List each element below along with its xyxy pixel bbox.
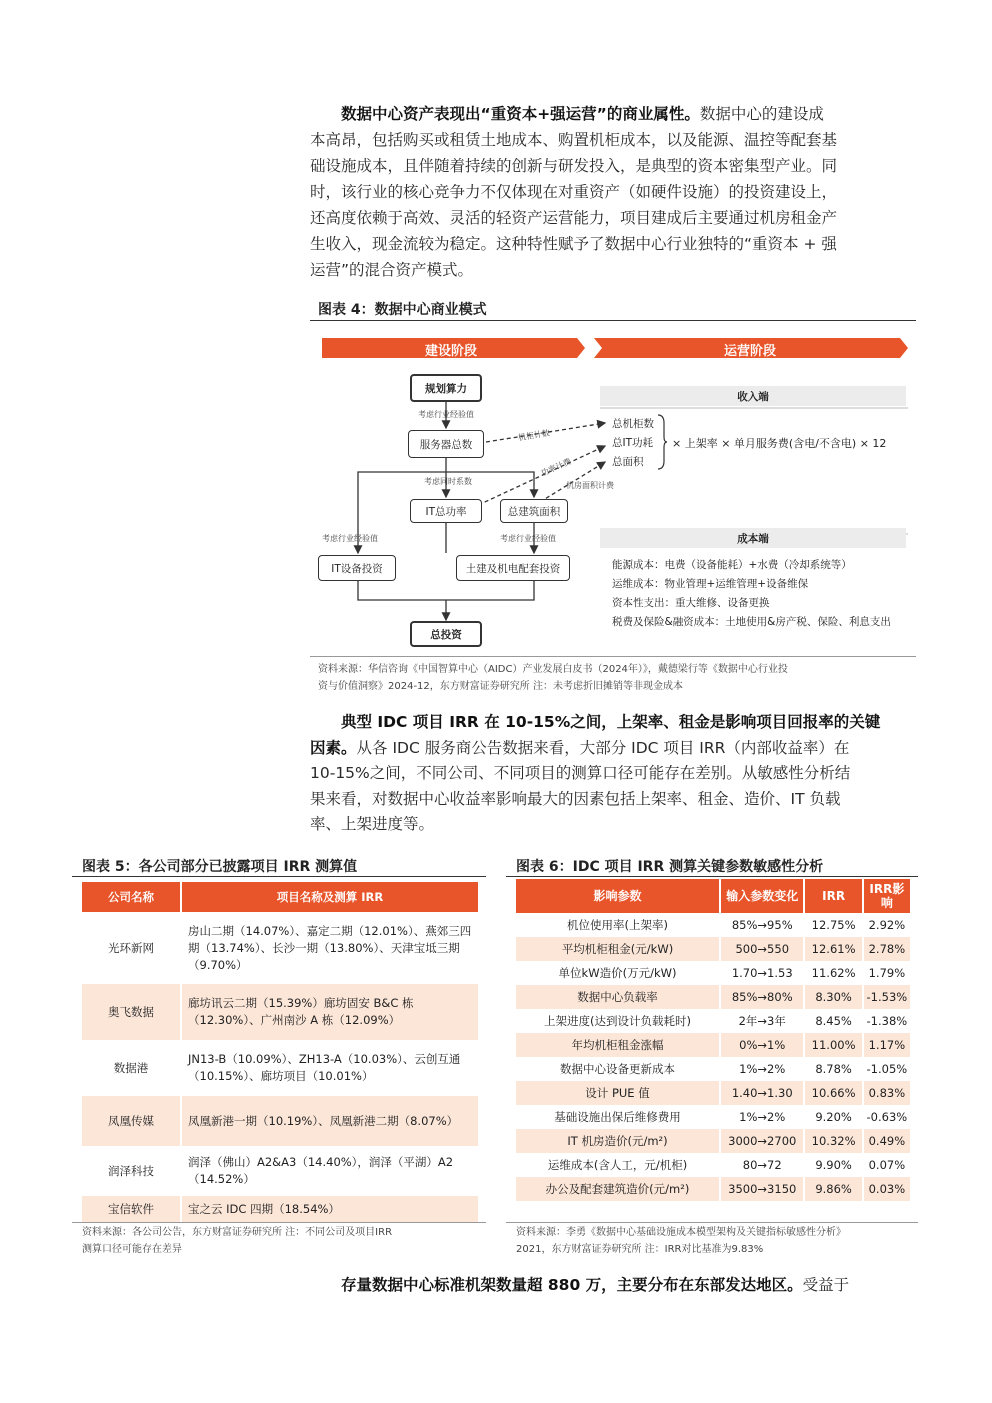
rack-rest: 受益于 <box>802 1276 850 1294</box>
change-cell: 1.40→1.30 <box>720 1081 804 1105</box>
table-row <box>82 984 478 1040</box>
change-cell: 1%→2% <box>720 1057 804 1081</box>
change-cell: 80→72 <box>720 1153 804 1177</box>
param-cell: 年均机柜租金涨幅 <box>516 1033 720 1057</box>
fig5-source-line: 测算口径可能存在差异 <box>82 1244 182 1255</box>
param-cell: 上架进度(达到设计负载耗时) <box>516 1009 720 1033</box>
rack-bold: 存量数据中心标准机架数量超 880 万，主要分布在东部发达地区。 <box>341 1276 803 1294</box>
company-cell: 宝信软件 <box>82 1196 181 1222</box>
param-cell: 设计 PUE 值 <box>516 1081 720 1105</box>
param-cell: 办公及配套建筑造价(元/m²) <box>516 1177 720 1201</box>
impact-cell: -1.53% <box>863 985 910 1009</box>
param-cell: 单位kW造价(万元/kW) <box>516 961 720 985</box>
table-row <box>516 1177 910 1201</box>
projects-cell: JN13-B（10.09%）、ZH13-A（10.03%）、云创互通（10.15%）、廊坊项目（10.01%） <box>188 1052 461 1083</box>
rack-paragraph <box>310 1272 908 1298</box>
fig4-rule <box>310 320 916 321</box>
intro-line: 数据中心的建设成 <box>699 105 824 123</box>
label-cabinet-count: 机柜计数 <box>517 428 551 443</box>
change-cell: 3500→3150 <box>720 1177 804 1201</box>
projects-cell: 凤凰新港一期（10.19%）、凤凰新港二期（8.07%） <box>181 1096 478 1146</box>
impact-cell: 0.07% <box>868 1158 906 1172</box>
fig6-rule <box>506 876 918 877</box>
param-cell: IT 机房造价(元/m²) <box>516 1129 720 1153</box>
intro-line: 还高度依赖于高效、灵活的轻资产运营能力，项目建成后主要通过机房租金产 <box>310 209 838 227</box>
param-cell: 运维成本(含人工，元/机柜) <box>516 1153 720 1177</box>
ops-banner: 运营阶段 <box>723 343 776 359</box>
revenue-item-power: 总IT功耗 <box>612 437 654 449</box>
table-row <box>516 1081 910 1105</box>
irr-cell: 11.62% <box>804 961 862 985</box>
cost-line-ops: 运维成本：物业管理+运维管理+设备维保 <box>612 578 809 590</box>
fig5-source-line: 资料来源：各公司公告，东方财富证券研究所 注：不同公司及项目IRR <box>82 1227 393 1238</box>
table-row <box>516 1105 910 1129</box>
irr-cell: 9.20% <box>804 1105 862 1129</box>
table-row <box>516 1129 910 1153</box>
label-rack-price: 机房面积计费 <box>566 481 614 490</box>
fig6-bottom-rule <box>506 1222 918 1223</box>
plan-compute-box: 规划算力 <box>410 374 482 402</box>
cost-header: 成本端 <box>600 528 906 548</box>
fig4-source-line: 资与价值洞察》2024-12，东方财富证券研究所 注：未考虑折旧摊销等非现金成本 <box>318 681 683 692</box>
change-cell: 85%→80% <box>720 985 804 1009</box>
irr-cell: 12.75% <box>804 913 862 937</box>
fig6-header-change: 输入参数变化 <box>720 879 804 913</box>
label-exp-left: 考虑行业经验值 <box>322 534 378 543</box>
change-cell: 3000→2700 <box>720 1129 804 1153</box>
area-box: 总建筑面积 <box>500 499 568 523</box>
it-power-box: IT总功率 <box>410 499 482 523</box>
civil-invest-box: 土建及机电配套投资 <box>456 555 570 581</box>
table-row <box>82 1040 478 1096</box>
impact-cell: 0.03% <box>863 1177 910 1201</box>
irr-paragraph <box>310 710 908 838</box>
servers-box: 服务器总数 <box>408 430 484 458</box>
irr-cell: 9.90% <box>804 1153 862 1177</box>
change-cell: 2年→3年 <box>720 1009 804 1033</box>
param-cell: 平均机柜租金(元/kW) <box>516 937 720 961</box>
fig5-source <box>82 1224 392 1258</box>
param-cell: 机位使用率(上架率) <box>516 913 720 937</box>
intro-line: 生收入，现金流较为稳定。这种特性赋予了数据中心行业独特的“重资本 + 强 <box>310 235 837 253</box>
impact-cell: -1.05% <box>866 1062 908 1076</box>
revenue-item-area: 总面积 <box>612 456 644 468</box>
change-cell: 0%→1% <box>720 1033 804 1057</box>
projects-cell: 润泽（佛山）A2&A3（14.40%），润泽（平湖）A2（14.52%） <box>188 1155 454 1186</box>
fig6-source <box>516 1224 846 1258</box>
it-invest-box: IT设备投资 <box>318 555 396 581</box>
total-invest-box: 总投资 <box>410 621 482 647</box>
projects-cell: 廊坊讯云二期（15.39%）廊坊固安 B&C 栋（12.30%）、广州南沙 A 栋（12.09%） <box>181 984 478 1040</box>
fig5-rule <box>72 876 486 877</box>
irr-cell: 8.45% <box>804 1009 862 1033</box>
fig6-title: 图表 6：IDC 项目 IRR 测算关键参数敏感性分析 <box>516 859 824 875</box>
change-cell: 85%→95% <box>720 913 804 937</box>
cost-line-capex: 资本性支出：重大维修、设备更换 <box>612 597 770 609</box>
fig4-source <box>318 661 788 695</box>
table-row <box>82 1096 478 1146</box>
param-cell: 数据中心设备更新成本 <box>516 1057 720 1081</box>
table-row <box>516 913 910 937</box>
company-cell: 光环新网 <box>82 912 181 984</box>
table-row <box>516 1153 910 1177</box>
projects-cell: 宝之云 IDC 四期（18.54%） <box>181 1196 478 1222</box>
irr-cell: 12.61% <box>804 937 862 961</box>
irr-line: 率、上架进度等。 <box>310 815 435 833</box>
company-cell: 润泽科技 <box>82 1146 181 1196</box>
table-row <box>82 1146 478 1196</box>
revenue-brace <box>656 413 668 471</box>
company-cell: 数据港 <box>82 1040 181 1096</box>
fig4-source-line: 资料来源：华信咨询《中国智算中心（AIDC）产业发展白皮书（2024年）》，戴德梁行等《数据中心行业投 <box>318 664 788 675</box>
param-cell: 基础设施出保后维修费用 <box>516 1105 720 1129</box>
intro-line: 运营”的混合资产模式。 <box>310 261 474 279</box>
table-row <box>516 937 910 961</box>
label-exp-right: 考虑行业经验值 <box>500 534 556 543</box>
table-row <box>516 1057 910 1081</box>
revenue-formula: × 上架率 × 单月服务费(含电/不含电) × 12 <box>672 437 887 450</box>
impact-cell: 2.92% <box>868 918 906 932</box>
impact-cell: 0.83% <box>863 1081 910 1105</box>
fig6-table <box>516 879 910 1201</box>
intro-paragraph <box>310 101 908 283</box>
param-cell: 数据中心负载率 <box>516 985 720 1009</box>
table-row <box>516 961 910 985</box>
irr-bold: 典型 IDC 项目 IRR 在 10-15%之间，上架率、租金是影响项目回报率的关键 <box>341 713 881 731</box>
intro-line: 时，该行业的核心竞争力不仅体现在对重资产（如硬件设施）的投资建设上， <box>310 183 838 201</box>
projects-cell: 房山二期（14.07%）、嘉定二期（12.01%）、燕郊三四期（13.74%）、长沙一期（13.80%）、天津宝坻三期（9.70%） <box>188 923 472 972</box>
irr-cell: 11.00% <box>804 1033 862 1057</box>
fig5-bottom-rule <box>72 1222 486 1223</box>
impact-cell: 0.49% <box>863 1129 910 1153</box>
fig6-source-line: 2021，东方财富证券研究所 注：IRR对比基准为9.83% <box>516 1244 764 1255</box>
table-row <box>516 985 910 1009</box>
impact-cell: 1.79% <box>868 966 906 980</box>
impact-cell: 2.78% <box>863 937 910 961</box>
change-cell: 1.70→1.53 <box>720 961 804 985</box>
irr-cell: 8.78% <box>804 1057 862 1081</box>
table-row <box>82 1196 478 1222</box>
irr-bold2: 因素。 <box>310 738 357 757</box>
company-cell: 奥飞数据 <box>82 984 181 1040</box>
table-row <box>516 1033 910 1057</box>
table-row <box>82 912 478 984</box>
impact-cell: -0.63% <box>866 1110 908 1124</box>
intro-bold: 数据中心资产表现出“重资本+强运营”的商业属性。 <box>341 105 700 123</box>
cost-line-tax: 税费及保险&融资成本：土地使用&房产税、保险、利息支出 <box>612 616 891 628</box>
build-banner: 建设阶段 <box>424 343 477 359</box>
fig5-table <box>82 882 478 1222</box>
irr-line: 从各 IDC 服务商公告数据来看，大部分 IDC 项目 IRR（内部收益率）在 <box>356 738 850 757</box>
company-cell: 凤凰传媒 <box>82 1096 181 1146</box>
fig4-title: 图表 4：数据中心商业模式 <box>318 302 487 318</box>
irr-cell: 8.30% <box>804 985 862 1009</box>
fig6-header-param: 影响参数 <box>516 879 720 913</box>
irr-line: 果来看，对数据中心收益率影响最大的因素包括上架率、租金、造价、IT 负载 <box>310 789 841 808</box>
irr-cell: 9.86% <box>804 1177 862 1201</box>
intro-line: 本高昂，包括购买或租赁土地成本、购置机柜成本，以及能源、温控等配套基 <box>310 131 838 149</box>
fig5-header-company: 公司名称 <box>82 882 181 912</box>
irr-line: 10-15%之间，不同公司、不同项目的测算口径可能存在差别。从敏感性分析结 <box>310 764 851 782</box>
irr-cell: 10.66% <box>804 1081 862 1105</box>
label-power-calc: 功率计费 <box>539 456 573 479</box>
revenue-header: 收入端 <box>600 386 906 406</box>
change-cell: 1%→2% <box>720 1105 804 1129</box>
fig6-header-irr: IRR <box>804 879 862 913</box>
label-simul: 考虑同时系数 <box>424 477 472 486</box>
fig6-source-line: 资料来源：李勇《数据中心基础设施成本模型架构及关键指标敏感性分析》 <box>516 1227 846 1238</box>
fig6-header-impact: IRR影响 <box>863 879 910 913</box>
intro-line: 础设施成本，且伴随着持续的创新与研发投入，是典型的资本密集型产业。同 <box>310 157 838 175</box>
change-cell: 500→550 <box>720 937 804 961</box>
fig5-header-projects: 项目名称及测算 IRR <box>181 882 478 912</box>
fig4-bottom-rule <box>310 656 916 657</box>
table-row <box>516 1009 910 1033</box>
cost-line-energy: 能源成本：电费（设备能耗）+水费（冷却系统等） <box>612 559 852 571</box>
impact-cell: 1.17% <box>863 1033 910 1057</box>
impact-cell: -1.38% <box>866 1014 908 1028</box>
fig5-title: 图表 5：各公司部分已披露项目 IRR 测算值 <box>82 859 358 875</box>
revenue-item-cabinets: 总机柜数 <box>612 418 654 430</box>
label-exp1: 考虑行业经验值 <box>418 410 474 419</box>
irr-cell: 10.32% <box>804 1129 862 1153</box>
